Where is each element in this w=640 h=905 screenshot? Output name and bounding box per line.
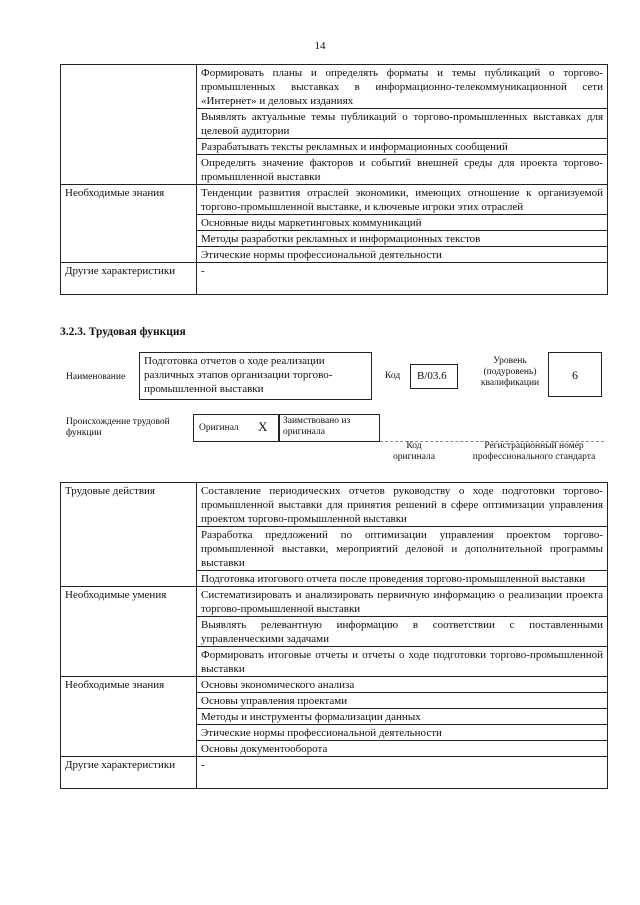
table-cell: Разработка предложений по оптимизации управления проектом торгово-промышленной выставки, мероприятий деловой и дополнительной программы выставки bbox=[197, 527, 608, 571]
table-cell: Этические нормы профессиональной деятельности bbox=[197, 725, 608, 741]
table-cell: Этические нормы профессиональной деятельности bbox=[197, 247, 608, 263]
table-cell: Формировать итоговые отчеты и отчеты о ходе подготовки торгово-промышленной выставки bbox=[197, 647, 608, 677]
function-code: B/03.6 bbox=[410, 364, 458, 389]
table-cell: Основы управления проектами bbox=[197, 693, 608, 709]
table-row bbox=[61, 677, 608, 693]
table-row bbox=[61, 483, 608, 527]
table-cell: Основные виды маркетинговых коммуникаций bbox=[197, 215, 608, 231]
row-label: Другие характеристики bbox=[61, 263, 197, 295]
table-row bbox=[61, 263, 608, 295]
code-original-label: Код оригинала bbox=[393, 441, 435, 462]
table-cell: - bbox=[197, 757, 608, 789]
row-label: Необходимые умения bbox=[61, 587, 197, 677]
function-name: Подготовка отчетов о ходе реализации различных этапов организации торгово-промышленной выставки bbox=[139, 352, 372, 400]
table-cell: Формировать планы и определять форматы и темы публикаций о торгово-промышленных выставках в информационно-телекоммуникационной сети «Интернет» и деловых изданиях bbox=[197, 65, 608, 109]
row-label: Трудовые действия bbox=[61, 483, 197, 587]
table-cell: Основы экономического анализа bbox=[197, 677, 608, 693]
labor-function-table bbox=[60, 482, 608, 789]
table-cell: Составление периодических отчетов руководству о ходе подготовки торгово-промышленной выставки для принятия решений в сфере оптимизации управления проектом торгово-промышленной выставки bbox=[197, 483, 608, 527]
table-row bbox=[61, 757, 608, 789]
table-cell: Методы разработки рекламных и информационных текстов bbox=[197, 231, 608, 247]
row-label bbox=[61, 65, 197, 185]
table-row bbox=[61, 65, 608, 109]
table-cell: Методы и инструменты формализации данных bbox=[197, 709, 608, 725]
qualification-level: 6 bbox=[548, 352, 602, 397]
row-label: Необходимые знания bbox=[61, 677, 197, 757]
table-cell: Подготовка итогового отчета после проведения торгово-промышленной выставки bbox=[197, 571, 608, 587]
table-cell: Разрабатывать тексты рекламных и информационных сообщений bbox=[197, 139, 608, 155]
row-label: Необходимые знания bbox=[61, 185, 197, 263]
original-mark: X bbox=[258, 419, 268, 434]
table-row bbox=[61, 587, 608, 617]
name-label: Наименование bbox=[66, 372, 126, 382]
borrowed-label: Заимствовано из оригинала bbox=[283, 416, 351, 437]
origin-label: Происхождение трудовой функции bbox=[66, 417, 170, 438]
table-cell: Основы документооборота bbox=[197, 741, 608, 757]
original-label: Оригинал bbox=[199, 423, 239, 433]
table-cell: Систематизировать и анализировать первичную информацию о реализации проекта торгово-промышленной выставки bbox=[197, 587, 608, 617]
code-label: Код bbox=[385, 371, 401, 381]
table-cell: Тенденции развития отраслей экономики, имеющих отношение к организуемой торгово-промышленной выставке, и ключевые игроки этих отраслей bbox=[197, 185, 608, 215]
page-number: 14 bbox=[314, 40, 326, 52]
table-cell: Определять значение факторов и событий внешней среды для проекта торгово-промышленной выставки bbox=[197, 155, 608, 185]
reg-number-label: Регистрационный номер профессионального стандарта bbox=[472, 441, 596, 462]
table-cell: Выявлять релевантную информацию в соответствии с поставленными управленческими задачами bbox=[197, 617, 608, 647]
table-row bbox=[61, 185, 608, 215]
skills-table-continued bbox=[60, 64, 608, 295]
table-cell: Выявлять актуальные темы публикаций о торгово-промышленных выставках для целевой аудитории bbox=[197, 109, 608, 139]
level-label: Уровень (подуровень) квалификации bbox=[480, 356, 540, 388]
table-cell: - bbox=[197, 263, 608, 295]
row-label: Другие характеристики bbox=[61, 757, 197, 789]
section-title: 3.2.3. Трудовая функция bbox=[60, 326, 186, 338]
